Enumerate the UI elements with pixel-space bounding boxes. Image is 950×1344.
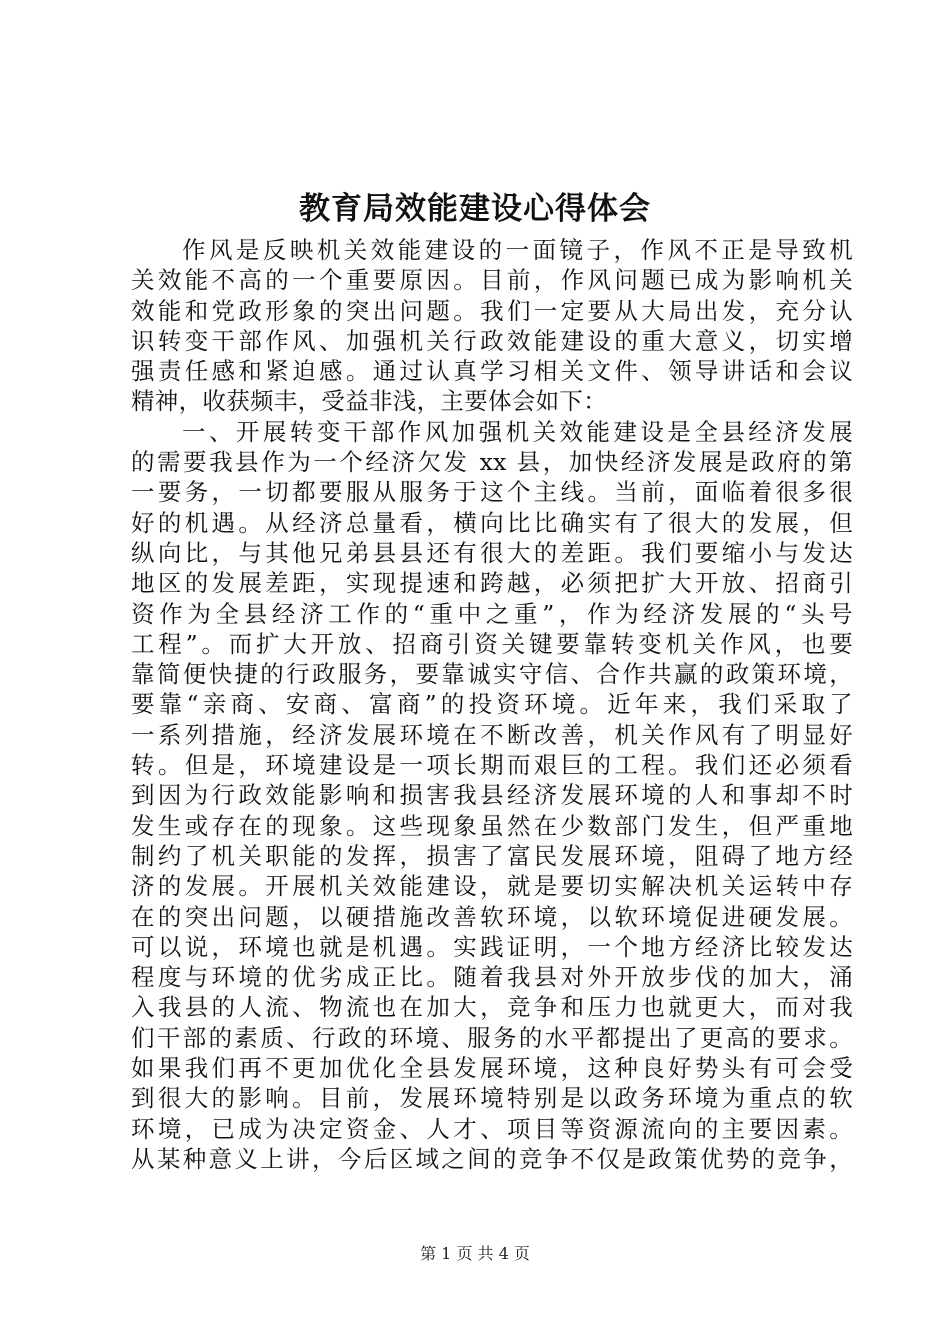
text-line: 转。但是，环境建设是一项长期而艰巨的工程。我们还必须看 bbox=[131, 751, 853, 780]
text-line: 入我县的人流、物流也在加大，竞争和压力也就更大，而对我 bbox=[131, 993, 853, 1022]
text-line: 程度与环境的优劣成正比。随着我县对外开放步伐的加大，涌 bbox=[131, 963, 853, 992]
text-line: 到很大的影响。目前，发展环境特别是以政务环境为重点的软 bbox=[131, 1084, 853, 1113]
text-line: 制约了机关职能的发挥，损害了富民发展环境，阻碍了地方经 bbox=[131, 841, 853, 870]
page-number-footer: 第 1 页 共 4 页 bbox=[420, 1244, 530, 1263]
text-line: 在的突出问题，以硬措施改善软环境，以软环境促进硬发展。 bbox=[131, 902, 853, 931]
text-line: 纵向比，与其他兄弟县县还有很大的差距。我们要缩小与发达 bbox=[131, 538, 853, 567]
text-line: 关效能不高的一个重要原因。目前，作风问题已成为影响机关 bbox=[131, 266, 853, 295]
text-line: 资作为全县经济工作的“重中之重”，作为经济发展的“头号 bbox=[131, 599, 853, 628]
text-line: 效能和党政形象的突出问题。我们一定要从大局出发，充分认 bbox=[131, 296, 853, 325]
text-line: 一、开展转变干部作风加强机关效能建设是全县经济发展 bbox=[182, 417, 853, 446]
text-line: 好的机遇。从经济总量看，横向比比确实有了很大的发展，但 bbox=[131, 508, 853, 537]
text-line: 作风是反映机关效能建设的一面镜子，作风不正是导致机 bbox=[182, 236, 853, 264]
text-line: 地区的发展差距，实现提速和跨越，必须把扩大开放、招商引 bbox=[131, 569, 853, 598]
text-line: 到因为行政效能影响和损害我县经济发展环境的人和事却不时 bbox=[131, 781, 853, 810]
text-line: 强责任感和紧迫感。通过认真学习相关文件、领导讲话和会议 bbox=[131, 357, 853, 386]
text-line: 的需要我县作为一个经济欠发 xx 县，加快经济发展是政府的第 bbox=[131, 448, 853, 477]
text-line: 如果我们再不更加优化全县发展环境，这种良好势头有可会受 bbox=[131, 1054, 853, 1083]
document-body bbox=[131, 235, 853, 1174]
text-line: 们干部的素质、行政的环境、服务的水平都提出了更高的要求。 bbox=[131, 1023, 853, 1052]
text-line: 环境，已成为决定资金、人才、项目等资源流向的主要因素。 bbox=[131, 1114, 853, 1143]
text-line: 济的发展。开展机关效能建设，就是要切实解决机关运转中存 bbox=[131, 872, 853, 901]
text-line: 精神，收获频丰，受益非浅，主要体会如下： bbox=[131, 387, 607, 416]
text-line: 一要务，一切都要服从服务于这个主线。当前，面临着很多很 bbox=[131, 478, 853, 507]
text-line: 工程”。而扩大开放、招商引资关键要靠转变机关作风，也要 bbox=[131, 629, 853, 658]
text-line: 靠简便快捷的行政服务，要靠诚实守信、合作共赢的政策环境， bbox=[131, 660, 853, 689]
document-title: 教育局效能建设心得体会 bbox=[299, 191, 651, 227]
text-line: 要靠“亲商、安商、富商”的投资环境。近年来，我们采取了 bbox=[131, 690, 853, 719]
text-line: 一系列措施，经济发展环境在不断改善，机关作风有了明显好 bbox=[131, 720, 853, 749]
text-line: 发生或存在的现象。这些现象虽然在少数部门发生，但严重地 bbox=[131, 811, 853, 840]
text-line: 从某种意义上讲，今后区域之间的竞争不仅是政策优势的竞争， bbox=[131, 1144, 853, 1173]
text-line: 识转变干部作风、加强机关行政效能建设的重大意义，切实增 bbox=[131, 326, 853, 355]
text-line: 可以说，环境也就是机遇。实践证明，一个地方经济比较发达 bbox=[131, 932, 853, 961]
